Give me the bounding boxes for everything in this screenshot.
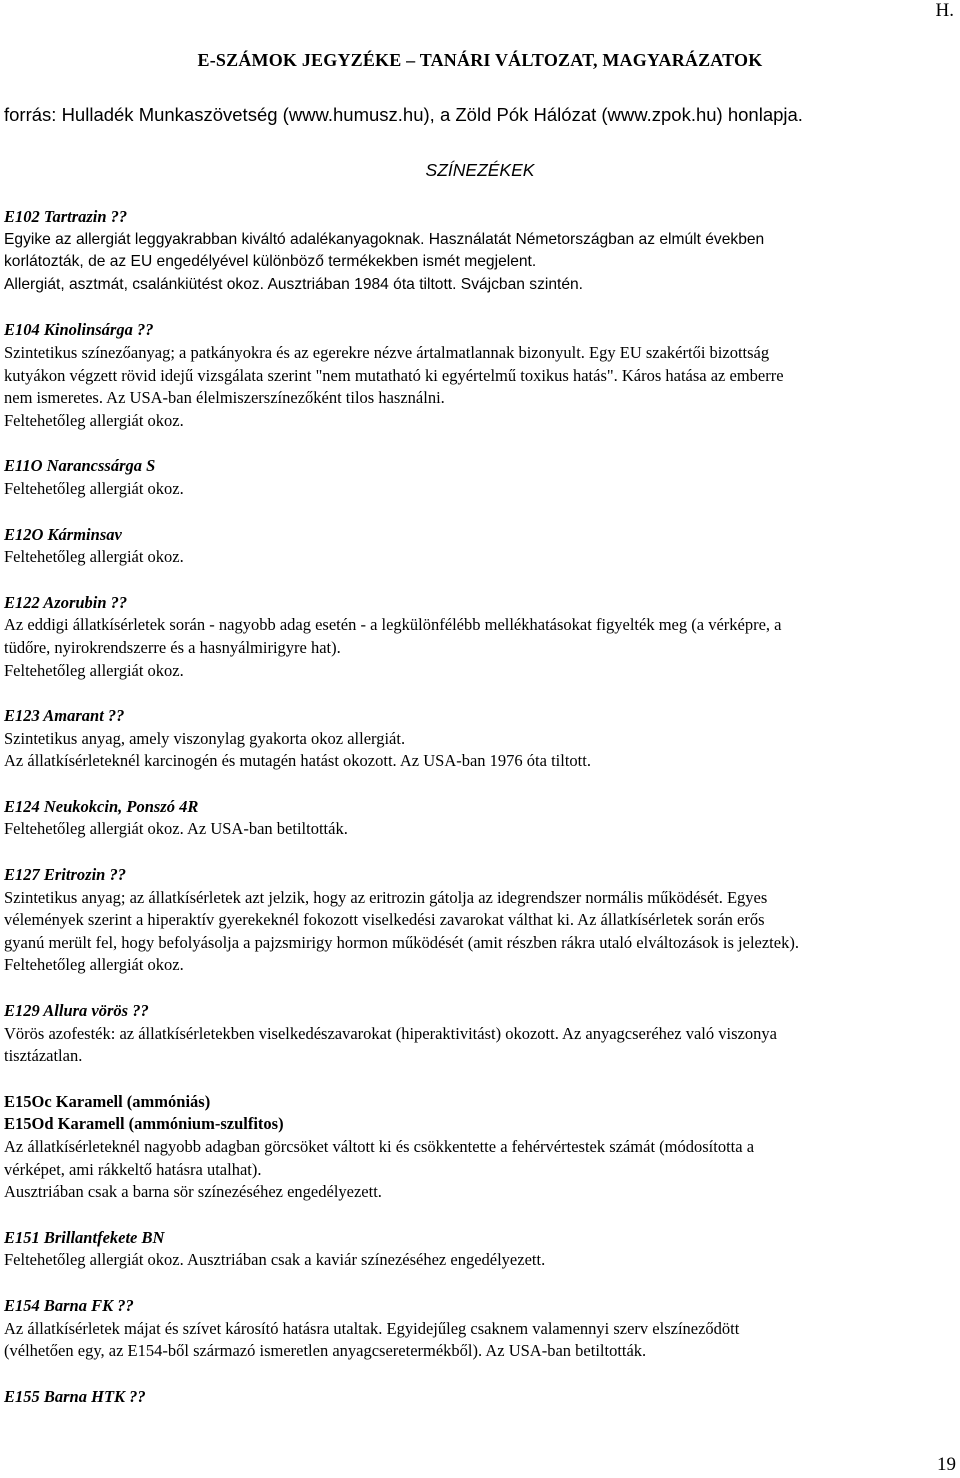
description-line: (vélhetően egy, az E154-ből származó ismeretlen anyagcseretermékből). Az USA-ban betiltották.: [4, 1341, 647, 1361]
additive-code-heading: E124 Neukokcin, Ponszó 4R: [4, 796, 199, 816]
additive-entry: [4, 1000, 956, 1068]
additive-entry: [4, 524, 956, 569]
entries-list: [4, 206, 956, 1431]
additive-entry: [4, 1295, 956, 1363]
additive-code-heading: E155 Barna HTK ??: [4, 1386, 146, 1406]
page-number: 19: [937, 1454, 956, 1475]
description-line: Az állatkísérletek májat és szívet károsító hatásra utaltak. Egyidejűleg csaknem valamennyi szerv elszíneződött: [4, 1318, 740, 1338]
description-line: Feltehetőleg allergiát okoz. Ausztriában csak a kaviár színezéséhez engedélyezett.: [4, 1250, 546, 1270]
additive-code-heading: E123 Amarant ??: [4, 706, 125, 726]
additive-code-heading: E154 Barna FK ??: [4, 1295, 134, 1315]
description-line: Szintetikus anyag; az állatkísérletek azt jelzik, hogy az eritrozin gátolja az idegrendszer normális működését. Egyes: [4, 887, 768, 907]
additive-entry: [4, 1227, 956, 1272]
description-line: nem ismeretes. Az USA-ban élelmiszerszínezőként tilos használni.: [4, 388, 445, 408]
description-line: Feltehetőleg allergiát okoz.: [4, 547, 184, 567]
corner-label: H.: [935, 0, 954, 21]
description-line: vérképet, ami rákkeltő hatásra utalhat).: [4, 1159, 262, 1179]
additive-entry: [4, 796, 956, 841]
additive-code-heading: E102 Tartrazin ??: [4, 207, 128, 226]
additive-code-heading: E127 Eritrozin ??: [4, 865, 126, 885]
section-title: SZÍNEZÉKEK: [425, 160, 535, 180]
additive-code-heading: E151 Brillantfekete BN: [4, 1227, 165, 1247]
description-line: Ausztriában csak a barna sör színezéséhez engedélyezett.: [4, 1182, 382, 1202]
additive-entry: [4, 705, 956, 773]
description-line: tisztázatlan.: [4, 1046, 83, 1066]
additive-entry: [4, 455, 956, 500]
description-line: Feltehetőleg allergiát okoz.: [4, 478, 184, 498]
description-line: Feltehetőleg allergiát okoz.: [4, 660, 184, 680]
source-line: forrás: Hulladék Munkaszövetség (www.humusz.hu), a Zöld Pók Hálózat (www.zpok.hu) honlapja.: [4, 104, 803, 125]
description-line: Feltehetőleg allergiát okoz.: [4, 410, 184, 430]
description-line: Az eddigi állatkísérletek során - nagyobb adag esetén - a legkülönfélébb mellékhatásokat figyelték meg (a vérképre, a: [4, 615, 782, 635]
additive-code-heading: E129 Allura vörös ??: [4, 1001, 149, 1021]
additive-code-heading: E122 Azorubin ??: [4, 592, 128, 612]
description-line: Allergiát, asztmát, csalánkiütést okoz. Ausztriában 1984 óta tiltott. Svájcban szintén.: [4, 275, 584, 293]
additive-entry: [4, 206, 956, 296]
description-line: gyanú merült fel, hogy befolyásolja a pajzsmirigy hormon működését (amit részben rákra utaló elváltozások is jeleztek).: [4, 932, 799, 952]
additive-code-heading: E11O Narancssárga S: [4, 456, 156, 476]
description-line: vélemények szerint a hiperaktív gyerekeknél fokozott viselkedési zavarokat válthat ki. Az állatkísérletek során erős: [4, 910, 765, 930]
additive-entry: [4, 319, 956, 432]
additive-code-heading: E15Od Karamell (ammónium-szulfitos): [4, 1114, 284, 1134]
description-line: Szintetikus anyag, amely viszonylag gyakorta okoz allergiát.: [4, 728, 406, 748]
description-line: Feltehetőleg allergiát okoz. Az USA-ban betiltották.: [4, 819, 348, 839]
description-line: Az állatkísérleteknél karcinogén és mutagén hatást okozott. Az USA-ban 1976 óta tiltott.: [4, 751, 591, 771]
additive-entry: [4, 1386, 956, 1409]
description-line: korlátozták, de az EU engedélyével különböző termékekben ismét megjelent.: [4, 253, 537, 271]
description-line: Vörös azofesték: az állatkísérletekben viselkedészavarokat (hiperaktivitást) okozott. Az anyagcseréhez való viszonya: [4, 1023, 777, 1043]
description-line: Az állatkísérleteknél nagyobb adagban görcsöket váltott ki és csökkentette a fehérvértestek számát (módosította a: [4, 1137, 755, 1156]
description-line: Szintetikus színezőanyag; a patkányokra és az egerekre nézve ártalmatlannak bizonyult. Egy EU szakértői bizottság: [4, 342, 770, 362]
additive-entry: [4, 864, 956, 977]
description-line: tüdőre, nyirokrendszerre és a hasnyálmirigyre hat).: [4, 637, 341, 657]
description-line: kutyákon végzett rövid idejű vizsgálata szerint "nem mutatható ki egyértelmű toxikus hatás". Káros hatása az emberre: [4, 365, 784, 385]
additive-entry: [4, 1091, 956, 1204]
additive-code-heading: E12O Kárminsav: [4, 524, 122, 544]
additive-entry: [4, 592, 956, 682]
additive-code-heading: E104 Kinolinsárga ??: [4, 320, 154, 340]
description-line: Egyike az allergiát leggyakrabban kiváltó adalékanyagoknak. Használatát Németországban az elmúlt években: [4, 230, 765, 248]
description-line: Feltehetőleg allergiát okoz.: [4, 955, 184, 975]
document-title: E-SZÁMOK JEGYZÉKE – TANÁRI VÁLTOZAT, MAGYARÁZATOK: [197, 50, 763, 70]
additive-code-heading: E15Oc Karamell (ammóniás): [4, 1091, 211, 1111]
